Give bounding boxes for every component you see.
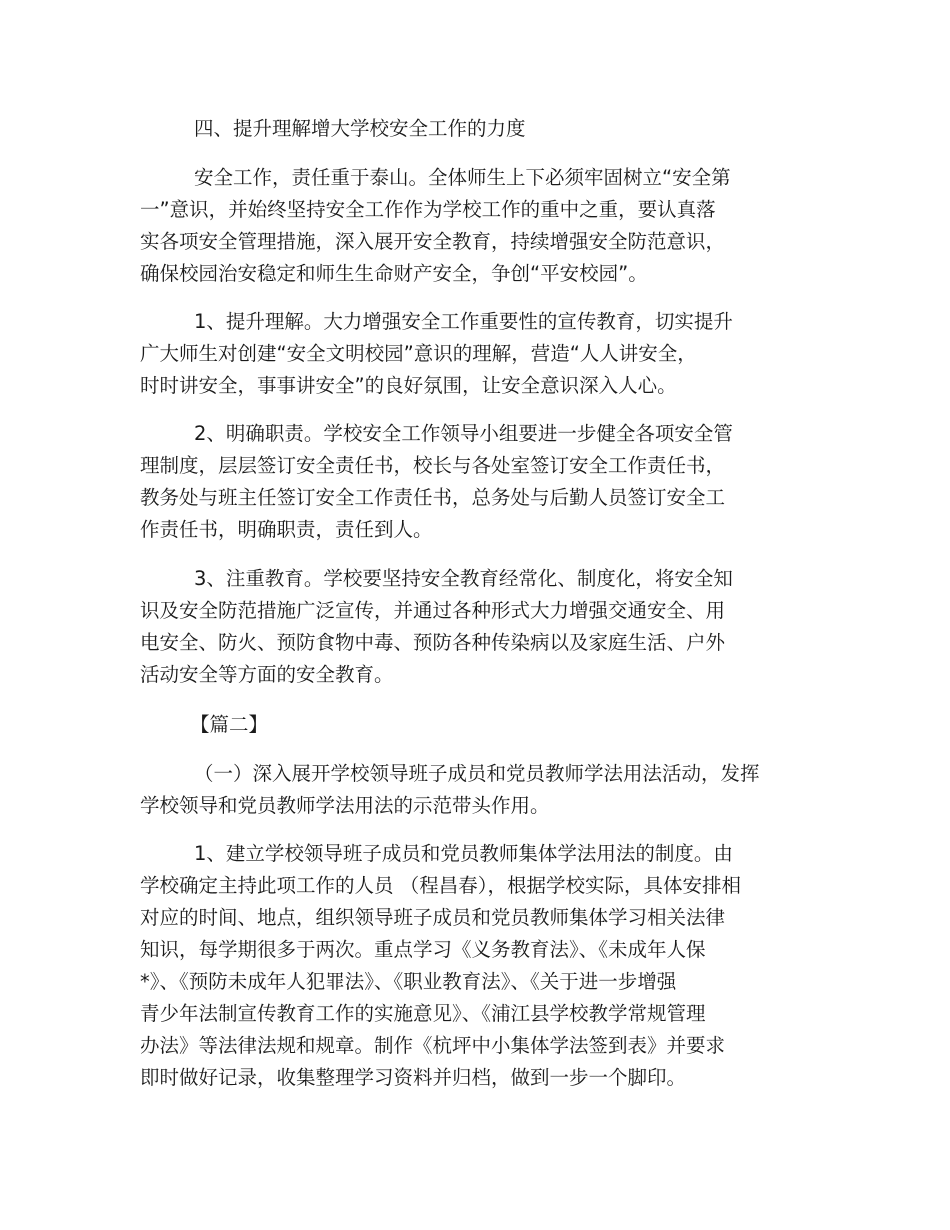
paragraph-line: 青少年法制宣传教育工作的实施意见》、《浦江县学校教学常规管理 bbox=[140, 1002, 706, 1025]
item-1-paragraph bbox=[140, 306, 780, 402]
paragraph-line: 确保校园治安稳定和师生生命财产安全，争创“平安校园”。 bbox=[140, 262, 648, 285]
paragraph-line: 即时做好记录，收集整理学习资料并归档，做到一步一个脚印。 bbox=[140, 1066, 687, 1089]
paragraph-line: 教务处与班主任签订安全工作责任书，总务处与后勤人员签订安全工 bbox=[140, 486, 726, 509]
paragraph-line: 知识，每学期很多于两次。重点学习《义务教育法》、《未成年人保 bbox=[140, 938, 706, 961]
paragraph-line: 理制度，层层签订安全责任书，校长与各处室签订安全工作责任书， bbox=[140, 454, 726, 477]
paragraph-line: 电安全、防火、预防食物中毒、预防各种传染病以及家庭生活、户外 bbox=[140, 631, 726, 654]
paragraph-line: 对应的时间、地点，组织领导班子成员和党员教师集体学习相关法律 bbox=[140, 906, 726, 929]
paragraph-line: 实各项安全管理措施，深入展开安全教育，持续增强安全防范意识， bbox=[140, 230, 726, 253]
item-3-paragraph bbox=[140, 563, 780, 691]
heading-line: 四、提升理解增大学校安全工作的力度 bbox=[194, 117, 526, 140]
paragraph-line: 办法》等法律法规和规章。制作《杭坪中小集体学法签到表》并要求 bbox=[140, 1034, 726, 1057]
paragraph-line: 2、明确职责。学校安全工作领导小组要进一步健全各项安全管 bbox=[194, 422, 733, 445]
paragraph-line: 活动安全等方面的安全教育。 bbox=[140, 663, 394, 686]
paragraph-line: 学校确定主持此项工作的人员 （程昌春），根据学校实际，具体安排相 bbox=[140, 874, 741, 897]
section-four-heading bbox=[140, 113, 780, 145]
part-two-intro-paragraph bbox=[140, 758, 780, 822]
item-2-paragraph bbox=[140, 418, 780, 546]
part-two-heading bbox=[140, 709, 780, 741]
heading-line: 【篇二】 bbox=[190, 713, 269, 736]
paragraph-line: （一）深入展开学校领导班子成员和党员教师学法用法活动，发挥 bbox=[194, 762, 760, 785]
paragraph-line: 时时讲安全，事事讲安全”的良好氛围，让安全意识深入人心。 bbox=[140, 374, 677, 397]
section-four-intro-paragraph bbox=[140, 162, 780, 290]
paragraph-line: 1、提升理解。大力增强安全工作重要性的宣传教育，切实提升 bbox=[194, 310, 733, 333]
part-two-item-1-paragraph bbox=[140, 838, 780, 1094]
paragraph-line: 学校领导和党员教师学法用法的示范带头作用。 bbox=[140, 794, 550, 817]
paragraph-line: 作责任书，明确职责，责任到人。 bbox=[140, 518, 433, 541]
paragraph-line: 一”意识，并始终坚持安全工作作为学校工作的重中之重，要认真落 bbox=[140, 198, 716, 221]
paragraph-line: 1、建立学校领导班子成员和党员教师集体学法用法的制度。由 bbox=[194, 842, 733, 865]
paragraph-line: 安全工作，责任重于泰山。全体师生上下必须牢固树立“安全第 bbox=[194, 166, 731, 189]
paragraph-line: *》、《预防未成年人犯罪法》、《职业教育法》、《关于进一步增强 bbox=[140, 970, 677, 993]
paragraph-line: 广大师生对创建“安全文明校园”意识的理解，营造“人人讲安全， bbox=[140, 342, 697, 365]
paragraph-line: 3、注重教育。学校要坚持安全教育经常化、制度化，将安全知 bbox=[194, 567, 733, 590]
paragraph-line: 识及安全防范措施广泛宣传，并通过各种形式大力增强交通安全、用 bbox=[140, 599, 726, 622]
